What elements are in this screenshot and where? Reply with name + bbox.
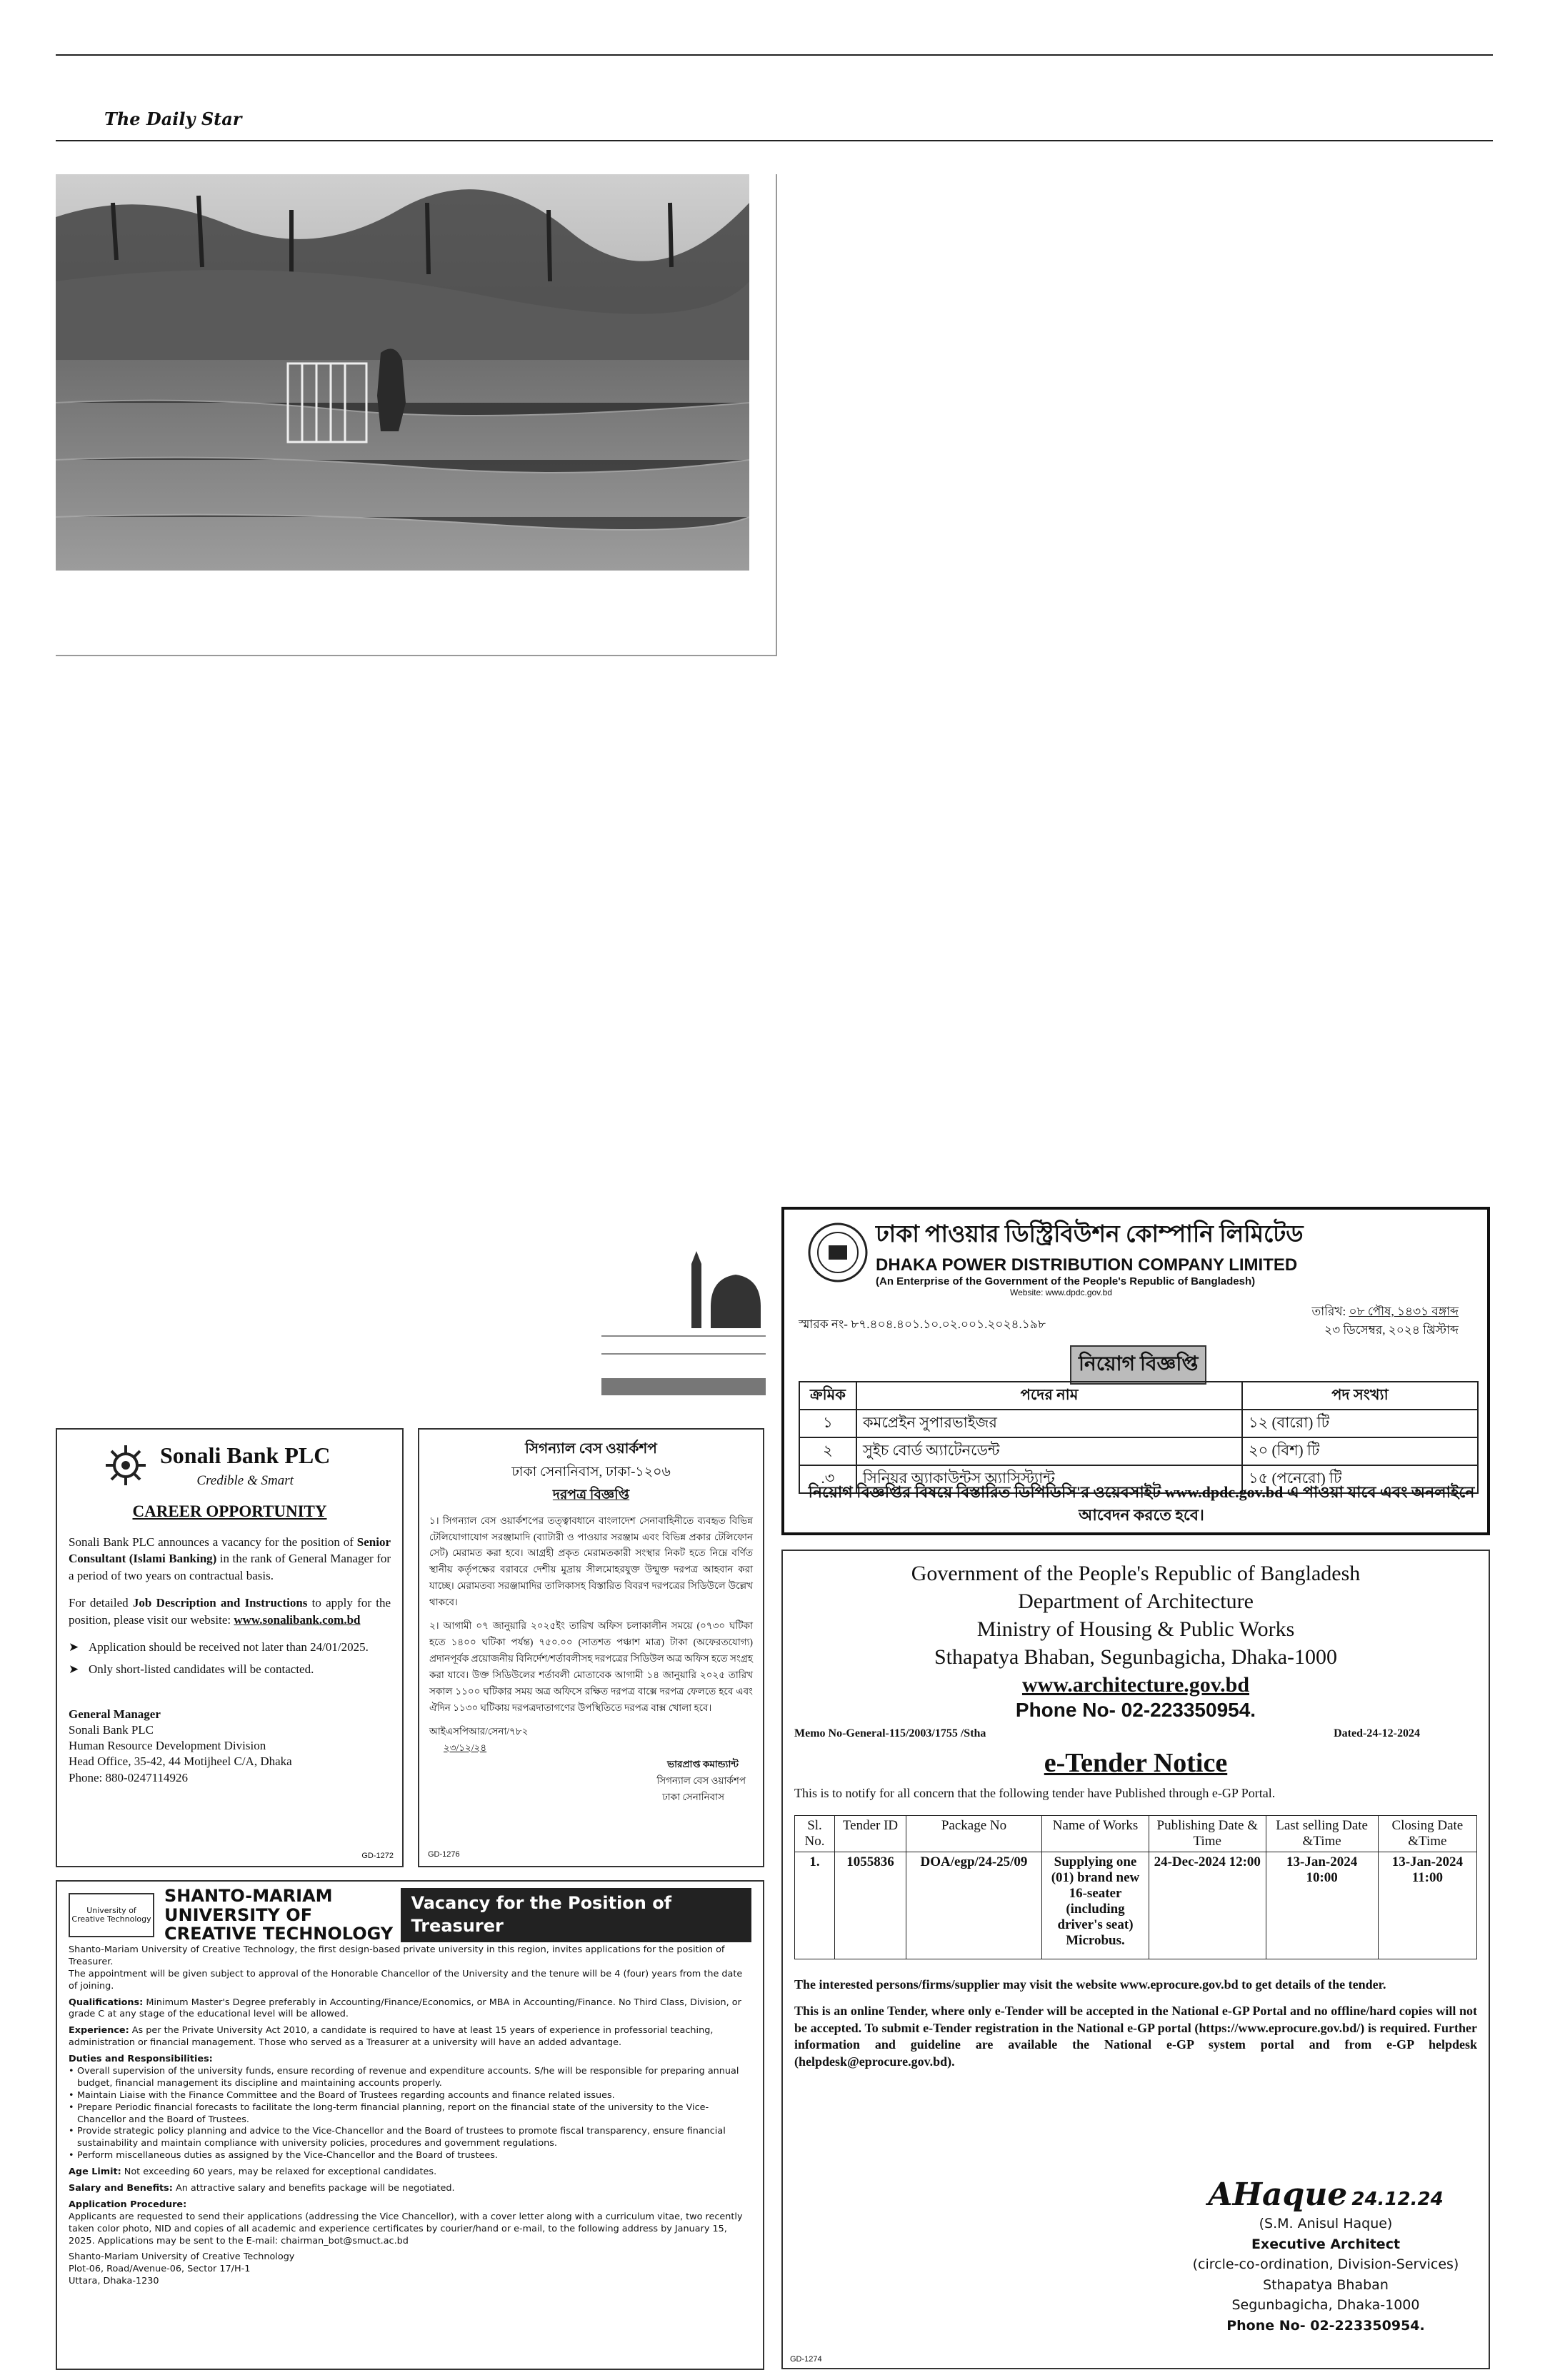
dpdc-name-bn: ঢাকা পাওয়ার ডিস্ট্রিবিউশন কোম্পানি লিমিটেড — [876, 1222, 1304, 1247]
list-item: • Maintain Liaise with the Finance Committee and the Board of Trustees regarding accounts and finance related issues. — [69, 2090, 751, 2102]
smuct-age: Age Limit: Not exceeding 60 years, may be relaxed for exceptional candidates. — [69, 2166, 437, 2178]
signal-para-2: ২। আগামী ০৭ জানুয়ারি ২০২৫ইং তারিখ অফিস চলাকালীন সময়ে (০৭৩০ ঘটিকা হতে ১৪০০ ঘটিকা পর্যন্ত) ৭৫০.০০ (সাতশত পঞ্চাশ মাত্র) টাকা (অফেরতযোগ্য) প্রদানপূর্বক প্রয়োজনীয় বিনির্দেশ/শর্তাবলীসহ দরপত্রের সিডিউল অত্র অফিস হতে সংগ্রহ করা যাবে। উক্ত সিডিউলের শর্তাবলী মোতাবেক আগামী ১৪ জানুয়ারি ২০২৫ তারিখ সকাল ১১০০ ঘটিকার সময় অত্র অফিসে রক্ষিত দরপত্র বাক্সে দরপত্র ফেলতে হবে এবং ঐদিন ১১৩০ ঘটিকায় দরপত্রদাতাগণের উপস্থিতিতে দরপত্র বাক্স খোলা হবে। — [429, 1620, 753, 1713]
table-header: ক্রমিক পদের নাম পদ সংখ্যা — [799, 1382, 1478, 1410]
dpdc-name-en: DHAKA POWER DISTRIBUTION COMPANY LIMITED — [876, 1255, 1298, 1275]
smuct-header — [69, 1886, 751, 1944]
masthead: The Daily Star — [104, 109, 242, 129]
smuct-ad — [56, 1880, 764, 2370]
signal-para-1: ১। সিগন্যাল বেস ওয়ার্কশপের তত্ত্বাবধানে বাংলাদেশ সেনাবাহিনীতে ব্যবহৃত বিভিন্ন টেলিযোগাযোগ সরঞ্জামাদি (ব্যাটারী ও পাওয়ার সরঞ্জাম এবং বিভিন্ন প্রকার টেলিফোন সেট) মেরামত করা হবে। আগ্রহী প্রকৃত মেরামতকারী সংস্থার নিকট হতে নিম্নে বর্ণিত স্থানীয় কর্তৃপক্ষের বরাবরে দেশীয় মুদ্রায় সীলমোহরযুক্ত উন্মুক্ত দরপত্র আহবান করা যাচ্ছে। মেরামতব্য সরঞ্জামাদির তালিকাসহ বিস্তারিত বিবরণ দরপত্রের সিডিউলে উল্লেখ থাকবে। — [429, 1515, 753, 1608]
list-item: • Perform miscellaneous duties as assigned by the Vice-Chancellor and the Board of trustees. — [69, 2150, 751, 2162]
signal-workshop-ad — [418, 1428, 764, 1867]
tender-table — [794, 1815, 1477, 1959]
masthead-rule — [56, 140, 1493, 141]
dpdc-note: নিয়োগ বিজ্ঞপ্তির বিষয়ে বিস্তারিত ডিপিডিসি'র ওয়েবসাইট www.dpdc.gov.bd এ পাওয়া যাবে এবং অনলাইনে আবেদন করতে হবে। — [808, 1483, 1475, 1524]
arch-memo: Memo No-General-115/2003/1755 /Stha Dated-24-12-2024 — [794, 1727, 1420, 1739]
dpdc-website: Website: www.dpdc.gov.bd — [1010, 1287, 1112, 1297]
signal-sign-unit: সিগন্যাল বেস ওয়ার্কশপ — [656, 1774, 746, 1786]
list-item: ➤ Application should be received not later than 24/01/2025. — [69, 1639, 391, 1656]
signal-sign: ভারপ্রাপ্ত কমান্ড্যান্ট — [667, 1758, 739, 1769]
gd-code: GD-1276 — [428, 1850, 460, 1859]
list-item: • Prepare Periodic financial forecasts to facilitate the long-term financial planning, report on the financial state of the university to the Vice-Chancellor and the Board of Trustees. — [69, 2102, 751, 2127]
signal-sign-place: ঢাকা সেনানিবাস — [662, 1791, 724, 1802]
arch-intro: This is to notify for all concern that the following tender have Published through e-GP Portal. — [794, 1786, 1276, 1800]
smuct-duties: Duties and Responsibilities: — [69, 2054, 213, 2065]
list-item: • Provide strategic policy planning and advice to the Vice-Chancellor and the Board of trustees to promote fiscal transparency, ensure financial sustainability and maintain compliance with university policies, procedures and government regulations. — [69, 2126, 751, 2150]
list-item: • Overall supervision of the university funds, ensure recording of revenue and expenditure accounts. S/he will be responsible for preparing annual budget, financial management its discipline and maintaining accounts properly. — [69, 2066, 751, 2090]
sonali-website-link[interactable]: www.sonalibank.com.bd — [234, 1612, 361, 1627]
gd-code: GD-1274 — [790, 2355, 822, 2364]
mosque-icon — [686, 1242, 764, 1328]
table-row: 1. 1055836 DOA/egp/24-25/09 Supplying one (01) brand new 16-seater (including driver's seat) Microbus. 24-Dec-2024 12:00 13-Jan-2024 10:00 13-Jan-2024 11:00 — [795, 1852, 1477, 1959]
signal-title: সিগন্যাল বেস ওয়ার্কশপ — [525, 1441, 657, 1457]
smuct-qualifications: Qualifications: Minimum Master's Degree preferably in Accounting/Finance/Economics, or MBA in Accounting/Finance. No Third Class, Division, or grade C at any stage of the educational level will be allowed. — [69, 1997, 741, 2020]
signal-ref: আইএসপিআর/সেনা/৭৮২ — [429, 1725, 529, 1737]
signal-subtitle: ঢাকা সেনানিবাস, ঢাকা-১২০৬ — [511, 1465, 671, 1480]
bank-tagline: Credible & Smart — [196, 1472, 294, 1488]
sonali-logo-icon — [104, 1444, 147, 1487]
sonali-bank-ad — [56, 1428, 404, 1867]
dpdc-table — [799, 1381, 1479, 1494]
instructions-text: For detailed Job Description and Instructions to apply for the position, please visit our website: www.sonalibank.com.bd — [69, 1595, 391, 1627]
career-heading: CAREER OPPORTUNITY — [132, 1502, 327, 1521]
smuct-logo: University of Creative Technology — [69, 1893, 154, 1937]
dpdc-ref: স্মারক নং- ৮৭.৪০৪.৪০১.১০.০২.০০১.২০২৪.১৯৮ — [799, 1317, 1046, 1331]
divider — [601, 1353, 766, 1355]
dpdc-subtitle: (An Enterprise of the Government of the People's Republic of Bangladesh) — [876, 1275, 1256, 1287]
list-item: ➤ Only short-listed candidates will be contacted. — [69, 1661, 391, 1678]
duties-list — [69, 2066, 751, 2162]
gray-bar — [601, 1378, 766, 1395]
smuct-experience: Experience: As per the Private University Act 2010, a candidate is required to have at least 15 years of experience in professorial teaching, administration or financial management. Those who served as a Treasurer at a university will have an added advantage. — [69, 2025, 714, 2049]
arch-header: Government of the People's Republic of Bangladesh Department of Architecture Ministry of Housing & Public Works Sthapatya Bhaban, Segunbagicha, Dhaka-1000 www.architecture.gov.bd — [911, 1562, 1361, 1697]
smuct-address: Shanto-Mariam University of Creative Technology Plot-06, Road/Avenue-06, Sector 17/H-1 Uttara, Dhaka-1230 — [69, 2251, 295, 2287]
smuct-intro: Shanto-Mariam University of Creative Technology, the first design-based private university in this region, invites applications for the position of Treasurer. The appointment will be given subject to approval of the Honorable Chancellor of the University and the tenure will be 4 (four) years from the date of joining. — [69, 1944, 743, 1992]
news-photo — [56, 174, 749, 571]
vacancy-text: Sonali Bank PLC announces a vacancy for the position of Senior Consultant (Islami Banking) in the rank of General Manager for a period of two years on contractual basis. — [69, 1535, 391, 1583]
architecture-ad — [781, 1550, 1490, 2369]
smuct-name: SHANTO-MARIAM UNIVERSITY OF CREATIVE TECHNOLOGY — [164, 1886, 394, 1944]
table-row: ১ কমপ্রেইন সুপারভাইজর ১২ (বারো) টি — [799, 1410, 1478, 1437]
dpdc-ad — [781, 1207, 1490, 1535]
vacancy-banner: Vacancy for the Position of Treasurer — [401, 1888, 751, 1942]
dpdc-date: তারিখ: ০৮ পৌষ, ১৪৩১ বঙ্গাব্দ ২৩ ডিসেম্বর, ২০২৪ খ্রিস্টাব্দ — [1311, 1305, 1459, 1337]
arch-para-2: This is an online Tender, where only e-Tender will be accepted in the National e-GP Portal and no offline/hard copies will not be accepted. To submit e-Tender registration in the National e-GP portal (https://www.eprocure.gov.bd/) is required. Further information and guideline are available the National e-GP system portal and from e-GP helpdesk (helpdesk@eprocure.gov.bd). — [794, 2004, 1477, 2069]
table-row: ২ সুইচ বোর্ড অ্যাটেনডেন্ট ২০ (বিশ) টি — [799, 1437, 1478, 1465]
sonali-footer: General Manager Sonali Bank PLC Human Resource Development Division Head Office, 35-42, 44 Motijheel C/A, Dhaka Phone: 880-0247114926 — [69, 1707, 292, 1784]
arch-phone: Phone No- 02-223350954. — [1015, 1699, 1256, 1721]
etender-title: e-Tender Notice — [1044, 1748, 1228, 1778]
divider — [601, 1335, 766, 1337]
sonali-bullets — [69, 1639, 391, 1679]
sonali-header — [104, 1440, 391, 1490]
dpdc-logo-icon — [806, 1220, 870, 1285]
bank-name: Sonali Bank PLC — [160, 1442, 331, 1468]
signal-heading: দরপত্র বিজ্ঞপ্তি — [552, 1487, 630, 1503]
smuct-procedure: Application Procedure: Applicants are requested to send their applications (addressing the Vice Chancellor), with a cover letter along with a curriculum vitae, two recently taken color photo, NID and copies of all academic and experience certificates by courier/hand or e-mail, to the following address by January 15, 2025. Applications may be sent to the E-mail: chairman_bot@smuct.ac.bd — [69, 2199, 743, 2246]
arch-website-link[interactable]: www.architecture.gov.bd — [1021, 1673, 1250, 1697]
signal-date: ২৩/১২/২৪ — [444, 1742, 487, 1753]
signature-image: AHaque — [1208, 2176, 1348, 2213]
dpdc-title: নিয়োগ বিজ্ঞপ্তি — [1070, 1345, 1206, 1385]
arch-signature: AHaque 24.12.24 (S.M. Anisul Haque) Executive Architect (circle-co-ordination, Division-Services) Sthapatya Bhaban Segunbagicha, Dhaka-1000 Phone No- 02-223350954. — [1192, 2176, 1459, 2334]
table-row: .৩ সিনিয়র অ্যাকাউন্টস অ্যাসিস্ট্যান্ট ১৫ (পনেরো) টি — [799, 1465, 1478, 1493]
table-header: Sl. No. Tender ID Package No Name of Works Publishing Date & Time Last selling Date &Time Closing Date &Time — [795, 1816, 1477, 1852]
smuct-salary: Salary and Benefits: An attractive salary and benefits package will be negotiated. — [69, 2183, 455, 2194]
top-rule — [56, 54, 1493, 56]
arch-para-1: The interested persons/firms/supplier may visit the website www.eprocure.gov.bd to get details of the tender. — [794, 1977, 1386, 1992]
gd-code: GD-1272 — [361, 1851, 394, 1860]
